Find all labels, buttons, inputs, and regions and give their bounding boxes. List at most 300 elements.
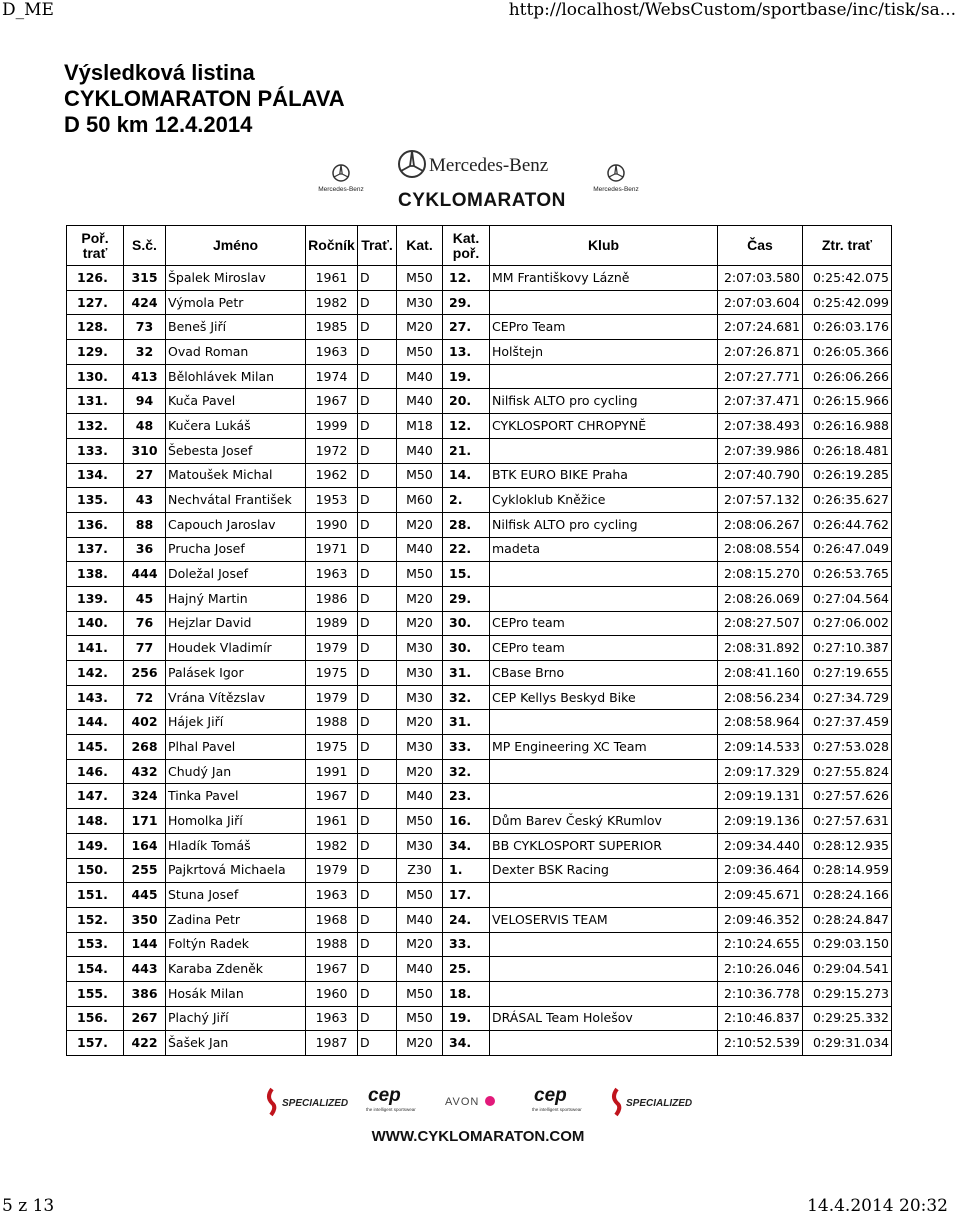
- cell-startovni-cislo: 32: [124, 340, 166, 365]
- table-row: [67, 833, 892, 858]
- table-row: [67, 537, 892, 562]
- cell-kat-poradi: 30.: [443, 636, 490, 661]
- mercedes-cyklomaraton-logo: [311, 146, 647, 212]
- cell-kat-poradi: 22.: [443, 537, 490, 562]
- cell-cas: 2:07:24.681: [718, 315, 803, 340]
- cell-klub: CEP Kellys Beskyd Bike: [490, 685, 718, 710]
- col-header-jmeno: Jméno: [166, 226, 306, 266]
- brand-small-left: Mercedes-Benz: [318, 186, 364, 193]
- cell-cas: 2:08:58.964: [718, 710, 803, 735]
- cell-klub: Nilfisk ALTO pro cycling: [490, 512, 718, 537]
- cell-jmeno: Prucha Josef: [166, 537, 306, 562]
- cell-jmeno: Chudý Jan: [166, 759, 306, 784]
- table-row: [67, 364, 892, 389]
- table-row: [67, 438, 892, 463]
- brand-main: Mercedes-Benz: [429, 155, 549, 176]
- cell-kategorie: Z30: [397, 858, 443, 883]
- cell-startovni-cislo: 445: [124, 883, 166, 908]
- cell-kategorie: M50: [397, 883, 443, 908]
- cell-startovni-cislo: 443: [124, 957, 166, 982]
- cell-poradi: 149.: [67, 833, 124, 858]
- page-title: [64, 60, 345, 138]
- cell-kat-poradi: 23.: [443, 784, 490, 809]
- cell-poradi: 128.: [67, 315, 124, 340]
- cell-ztrata: 0:27:57.631: [803, 809, 892, 834]
- cell-ztrata: 0:27:37.459: [803, 710, 892, 735]
- cell-jmeno: Vrána Vítězslav: [166, 685, 306, 710]
- cell-kategorie: M50: [397, 1006, 443, 1031]
- cell-jmeno: Ovad Roman: [166, 340, 306, 365]
- cell-kat-poradi: 31.: [443, 710, 490, 735]
- cell-cas: 2:09:46.352: [718, 907, 803, 932]
- cell-poradi: 137.: [67, 537, 124, 562]
- cell-ztrata: 0:28:14.959: [803, 858, 892, 883]
- cell-ztrata: 0:28:24.166: [803, 883, 892, 908]
- cell-trat: D: [358, 735, 397, 760]
- cell-klub: BB CYKLOSPORT SUPERIOR: [490, 833, 718, 858]
- cell-trat: D: [358, 414, 397, 439]
- cell-jmeno: Špalek Miroslav: [166, 266, 306, 291]
- cell-poradi: 155.: [67, 981, 124, 1006]
- cell-kategorie: M50: [397, 463, 443, 488]
- cell-trat: D: [358, 315, 397, 340]
- cell-poradi: 133.: [67, 438, 124, 463]
- cell-poradi: 150.: [67, 858, 124, 883]
- table-row: [67, 907, 892, 932]
- cell-kat-poradi: 27.: [443, 315, 490, 340]
- cell-kat-poradi: 31.: [443, 661, 490, 686]
- cell-rocnik: 1961: [306, 809, 358, 834]
- cep-tag-2: the intelligent sportswear: [532, 1107, 582, 1112]
- cell-cas: 2:08:56.234: [718, 685, 803, 710]
- cell-cas: 2:08:26.069: [718, 586, 803, 611]
- cell-rocnik: 1971: [306, 537, 358, 562]
- cep-logo: [366, 1085, 416, 1112]
- cell-klub: BTK EURO BIKE Praha: [490, 463, 718, 488]
- table-row: [67, 883, 892, 908]
- cell-ztrata: 0:27:04.564: [803, 586, 892, 611]
- title-line-1: Výsledková listina: [64, 60, 255, 85]
- cell-kategorie: M20: [397, 932, 443, 957]
- cell-poradi: 141.: [67, 636, 124, 661]
- cell-klub: CEPro Team: [490, 315, 718, 340]
- cell-jmeno: Výmola Petr: [166, 290, 306, 315]
- cell-startovni-cislo: 324: [124, 784, 166, 809]
- cell-ztrata: 0:27:57.626: [803, 784, 892, 809]
- cell-kategorie: M40: [397, 537, 443, 562]
- cell-klub: [490, 438, 718, 463]
- cell-poradi: 130.: [67, 364, 124, 389]
- table-row: [67, 414, 892, 439]
- cell-cas: 2:08:06.267: [718, 512, 803, 537]
- cell-kategorie: M30: [397, 661, 443, 686]
- table-row: [67, 562, 892, 587]
- cell-rocnik: 1982: [306, 290, 358, 315]
- cell-startovni-cislo: 255: [124, 858, 166, 883]
- cell-startovni-cislo: 432: [124, 759, 166, 784]
- cell-trat: D: [358, 981, 397, 1006]
- cell-trat: D: [358, 438, 397, 463]
- cell-kategorie: M30: [397, 290, 443, 315]
- cell-startovni-cislo: 164: [124, 833, 166, 858]
- cell-startovni-cislo: 256: [124, 661, 166, 686]
- cell-kat-poradi: 12.: [443, 266, 490, 291]
- print-timestamp: 14.4.2014 20:32: [807, 1196, 948, 1216]
- table-row: [67, 981, 892, 1006]
- cell-startovni-cislo: 402: [124, 710, 166, 735]
- cell-kat-poradi: 33.: [443, 735, 490, 760]
- cell-poradi: 147.: [67, 784, 124, 809]
- title-line-2: CYKLOMARATON PÁLAVA: [64, 86, 345, 111]
- cell-kategorie: M20: [397, 1031, 443, 1056]
- cell-startovni-cislo: 43: [124, 488, 166, 513]
- cell-cas: 2:08:15.270: [718, 562, 803, 587]
- cell-cas: 2:07:03.604: [718, 290, 803, 315]
- cell-trat: D: [358, 1006, 397, 1031]
- cell-trat: D: [358, 858, 397, 883]
- cell-klub: CEPro team: [490, 611, 718, 636]
- cell-kategorie: M30: [397, 735, 443, 760]
- cell-klub: CYKLOSPORT CHROPYNĚ: [490, 414, 718, 439]
- mercedes-star-icon-right: [608, 165, 624, 181]
- table-row: [67, 735, 892, 760]
- cell-rocnik: 1967: [306, 957, 358, 982]
- cell-cas: 2:10:26.046: [718, 957, 803, 982]
- cell-poradi: 139.: [67, 586, 124, 611]
- cell-kategorie: M50: [397, 562, 443, 587]
- cell-kategorie: M40: [397, 389, 443, 414]
- cell-kat-poradi: 34.: [443, 1031, 490, 1056]
- cell-cas: 2:07:57.132: [718, 488, 803, 513]
- table-row: [67, 1006, 892, 1031]
- cell-klub: [490, 364, 718, 389]
- cell-jmeno: Capouch Jaroslav: [166, 512, 306, 537]
- cell-ztrata: 0:27:10.387: [803, 636, 892, 661]
- table-row: [67, 389, 892, 414]
- cell-startovni-cislo: 422: [124, 1031, 166, 1056]
- cell-kat-poradi: 16.: [443, 809, 490, 834]
- cell-klub: Holštejn: [490, 340, 718, 365]
- col-header-poradi: Poř. trať: [67, 226, 124, 266]
- cell-cas: 2:09:19.131: [718, 784, 803, 809]
- cell-klub: Dexter BSK Racing: [490, 858, 718, 883]
- cell-rocnik: 1979: [306, 636, 358, 661]
- cell-kat-poradi: 2.: [443, 488, 490, 513]
- cell-kat-poradi: 32.: [443, 685, 490, 710]
- cell-ztrata: 0:26:03.176: [803, 315, 892, 340]
- cell-jmeno: Bělohlávek Milan: [166, 364, 306, 389]
- cell-ztrata: 0:26:19.285: [803, 463, 892, 488]
- cell-cas: 2:07:39.986: [718, 438, 803, 463]
- cell-startovni-cislo: 315: [124, 266, 166, 291]
- cell-cas: 2:08:08.554: [718, 537, 803, 562]
- cell-ztrata: 0:27:55.824: [803, 759, 892, 784]
- cell-poradi: 136.: [67, 512, 124, 537]
- sponsor-logos: [262, 1075, 694, 1149]
- cell-poradi: 127.: [67, 290, 124, 315]
- cell-klub: [490, 957, 718, 982]
- cell-jmeno: Plhal Pavel: [166, 735, 306, 760]
- cell-startovni-cislo: 424: [124, 290, 166, 315]
- table-row: [67, 512, 892, 537]
- results-table-body: [67, 266, 892, 1056]
- cell-klub: [490, 784, 718, 809]
- cell-jmeno: Pajkrtová Michaela: [166, 858, 306, 883]
- cell-ztrata: 0:29:15.273: [803, 981, 892, 1006]
- event-logo-text: CYKLOMARATON: [398, 190, 566, 211]
- cell-rocnik: 1967: [306, 389, 358, 414]
- cell-rocnik: 1986: [306, 586, 358, 611]
- cell-trat: D: [358, 512, 397, 537]
- cell-kategorie: M50: [397, 809, 443, 834]
- cell-ztrata: 0:26:35.627: [803, 488, 892, 513]
- cell-klub: Dům Barev Český KRumlov: [490, 809, 718, 834]
- cell-startovni-cislo: 444: [124, 562, 166, 587]
- cell-kategorie: M40: [397, 907, 443, 932]
- specialized-text-2: SPECIALIZED: [626, 1098, 693, 1109]
- cell-trat: D: [358, 636, 397, 661]
- cell-startovni-cislo: 45: [124, 586, 166, 611]
- table-row: [67, 266, 892, 291]
- browser-print-footer: [0, 1196, 960, 1216]
- cell-poradi: 129.: [67, 340, 124, 365]
- cell-kat-poradi: 29.: [443, 290, 490, 315]
- cell-ztrata: 0:28:12.935: [803, 833, 892, 858]
- cell-kat-poradi: 13.: [443, 340, 490, 365]
- cell-klub: MM Františkovy Lázně: [490, 266, 718, 291]
- cell-klub: MP Engineering XC Team: [490, 735, 718, 760]
- cell-rocnik: 1990: [306, 512, 358, 537]
- cell-jmeno: Homolka Jiří: [166, 809, 306, 834]
- cell-cas: 2:09:17.329: [718, 759, 803, 784]
- table-row: [67, 463, 892, 488]
- cell-startovni-cislo: 350: [124, 907, 166, 932]
- cell-jmeno: Hejzlar David: [166, 611, 306, 636]
- cell-kat-poradi: 24.: [443, 907, 490, 932]
- cell-klub: [490, 710, 718, 735]
- cell-trat: D: [358, 833, 397, 858]
- browser-print-header: [0, 0, 960, 22]
- cell-startovni-cislo: 386: [124, 981, 166, 1006]
- cell-cas: 2:09:19.136: [718, 809, 803, 834]
- cell-kat-poradi: 19.: [443, 364, 490, 389]
- cell-startovni-cislo: 77: [124, 636, 166, 661]
- cell-jmeno: Hajný Martin: [166, 586, 306, 611]
- table-row: [67, 784, 892, 809]
- cell-klub: madeta: [490, 537, 718, 562]
- cell-trat: D: [358, 759, 397, 784]
- page-counter: 5 z 13: [2, 1196, 55, 1216]
- cell-poradi: 144.: [67, 710, 124, 735]
- cell-ztrata: 0:29:03.150: [803, 932, 892, 957]
- cell-trat: D: [358, 661, 397, 686]
- cep-text-2: cep: [534, 1085, 567, 1106]
- cell-poradi: 153.: [67, 932, 124, 957]
- cell-trat: D: [358, 463, 397, 488]
- cell-poradi: 156.: [67, 1006, 124, 1031]
- table-row: [67, 1031, 892, 1056]
- cell-klub: CEPro team: [490, 636, 718, 661]
- cell-rocnik: 1963: [306, 562, 358, 587]
- cell-ztrata: 0:27:19.655: [803, 661, 892, 686]
- table-row: [67, 858, 892, 883]
- cell-cas: 2:07:38.493: [718, 414, 803, 439]
- cell-startovni-cislo: 171: [124, 809, 166, 834]
- cell-rocnik: 1988: [306, 710, 358, 735]
- cell-poradi: 151.: [67, 883, 124, 908]
- cell-kategorie: M20: [397, 611, 443, 636]
- specialized-logo: [269, 1089, 348, 1115]
- cell-klub: CBase Brno: [490, 661, 718, 686]
- cell-trat: D: [358, 290, 397, 315]
- cell-startovni-cislo: 73: [124, 315, 166, 340]
- title-line-3: D 50 km 12.4.2014: [64, 112, 253, 137]
- results-table: [66, 225, 892, 1056]
- cell-jmeno: Houdek Vladimír: [166, 636, 306, 661]
- cell-rocnik: 1972: [306, 438, 358, 463]
- cell-jmeno: Kučera Lukáš: [166, 414, 306, 439]
- cell-cas: 2:10:24.655: [718, 932, 803, 957]
- cell-rocnik: 1962: [306, 463, 358, 488]
- results-table-header: [67, 226, 892, 266]
- cell-kategorie: M50: [397, 340, 443, 365]
- cell-ztrata: 0:27:06.002: [803, 611, 892, 636]
- cell-kategorie: M50: [397, 266, 443, 291]
- cell-kat-poradi: 15.: [443, 562, 490, 587]
- cell-cas: 2:09:45.671: [718, 883, 803, 908]
- col-header-cas: Čas: [718, 226, 803, 266]
- cell-cas: 2:09:14.533: [718, 735, 803, 760]
- cell-trat: D: [358, 340, 397, 365]
- cell-kategorie: M20: [397, 710, 443, 735]
- cell-cas: 2:07:27.771: [718, 364, 803, 389]
- cell-rocnik: 1987: [306, 1031, 358, 1056]
- cell-ztrata: 0:26:53.765: [803, 562, 892, 587]
- cell-kat-poradi: 34.: [443, 833, 490, 858]
- cell-cas: 2:07:26.871: [718, 340, 803, 365]
- cell-ztrata: 0:26:06.266: [803, 364, 892, 389]
- cell-startovni-cislo: 48: [124, 414, 166, 439]
- cell-kategorie: M20: [397, 586, 443, 611]
- cell-rocnik: 1963: [306, 340, 358, 365]
- cell-kategorie: M18: [397, 414, 443, 439]
- cell-poradi: 157.: [67, 1031, 124, 1056]
- cell-trat: D: [358, 488, 397, 513]
- cell-rocnik: 1979: [306, 858, 358, 883]
- cell-kategorie: M40: [397, 957, 443, 982]
- cell-klub: [490, 586, 718, 611]
- cell-kat-poradi: 21.: [443, 438, 490, 463]
- table-row: [67, 932, 892, 957]
- cell-trat: D: [358, 537, 397, 562]
- cell-trat: D: [358, 883, 397, 908]
- cell-trat: D: [358, 1031, 397, 1056]
- cep-text-1: cep: [368, 1085, 401, 1106]
- col-header-rocnik: Ročník: [306, 226, 358, 266]
- cell-kategorie: M40: [397, 364, 443, 389]
- cell-rocnik: 1982: [306, 833, 358, 858]
- cell-rocnik: 1975: [306, 735, 358, 760]
- cell-startovni-cislo: 27: [124, 463, 166, 488]
- cell-ztrata: 0:27:53.028: [803, 735, 892, 760]
- cell-cas: 2:08:41.160: [718, 661, 803, 686]
- avon-logo: [445, 1096, 495, 1108]
- table-row: [67, 809, 892, 834]
- cell-trat: D: [358, 266, 397, 291]
- cell-kat-poradi: 25.: [443, 957, 490, 982]
- cell-cas: 2:07:40.790: [718, 463, 803, 488]
- col-header-trat: Trať.: [358, 226, 397, 266]
- col-header-klub: Klub: [490, 226, 718, 266]
- cell-startovni-cislo: 76: [124, 611, 166, 636]
- table-row: [67, 290, 892, 315]
- cell-kategorie: M60: [397, 488, 443, 513]
- cell-poradi: 138.: [67, 562, 124, 587]
- table-row: [67, 315, 892, 340]
- cell-ztrata: 0:29:25.332: [803, 1006, 892, 1031]
- cell-kat-poradi: 28.: [443, 512, 490, 537]
- cell-rocnik: 1979: [306, 685, 358, 710]
- website-url: WWW.CYKLOMARATON.COM: [371, 1128, 585, 1145]
- cell-jmeno: Doležal Josef: [166, 562, 306, 587]
- table-row: [67, 661, 892, 686]
- table-row: [67, 685, 892, 710]
- table-row: [67, 957, 892, 982]
- cell-poradi: 135.: [67, 488, 124, 513]
- cell-kategorie: M40: [397, 784, 443, 809]
- cell-rocnik: 1974: [306, 364, 358, 389]
- cell-rocnik: 1985: [306, 315, 358, 340]
- cell-cas: 2:09:36.464: [718, 858, 803, 883]
- cell-klub: [490, 562, 718, 587]
- cell-ztrata: 0:26:47.049: [803, 537, 892, 562]
- cell-jmeno: Hladík Tomáš: [166, 833, 306, 858]
- table-row: [67, 636, 892, 661]
- mercedes-star-icon-main: [399, 151, 425, 177]
- cell-kategorie: M40: [397, 438, 443, 463]
- cell-rocnik: 1967: [306, 784, 358, 809]
- col-header-ztrata: Ztr. trať: [803, 226, 892, 266]
- table-row: [67, 710, 892, 735]
- cell-rocnik: 1999: [306, 414, 358, 439]
- cell-poradi: 146.: [67, 759, 124, 784]
- cell-trat: D: [358, 562, 397, 587]
- cell-klub: [490, 883, 718, 908]
- cell-rocnik: 1960: [306, 981, 358, 1006]
- avon-text: AVON: [445, 1096, 480, 1108]
- cell-klub: [490, 759, 718, 784]
- cell-trat: D: [358, 685, 397, 710]
- cell-startovni-cislo: 267: [124, 1006, 166, 1031]
- cell-kat-poradi: 14.: [443, 463, 490, 488]
- cell-cas: 2:10:52.539: [718, 1031, 803, 1056]
- cell-jmeno: Karaba Zdeněk: [166, 957, 306, 982]
- cell-cas: 2:10:36.778: [718, 981, 803, 1006]
- cell-trat: D: [358, 710, 397, 735]
- cell-klub: [490, 1031, 718, 1056]
- cell-jmeno: Zadina Petr: [166, 907, 306, 932]
- cell-startovni-cislo: 144: [124, 932, 166, 957]
- cell-kategorie: M20: [397, 315, 443, 340]
- specialized-logo-2: [614, 1089, 692, 1115]
- cell-klub: VELOSERVIS TEAM: [490, 907, 718, 932]
- mercedes-star-icon-left: [333, 165, 349, 181]
- cell-poradi: 145.: [67, 735, 124, 760]
- cell-ztrata: 0:26:16.988: [803, 414, 892, 439]
- cell-trat: D: [358, 809, 397, 834]
- cell-trat: D: [358, 957, 397, 982]
- header-url: http://localhost/WebsCustom/sportbase/inc/tisk/sa...: [508, 0, 956, 20]
